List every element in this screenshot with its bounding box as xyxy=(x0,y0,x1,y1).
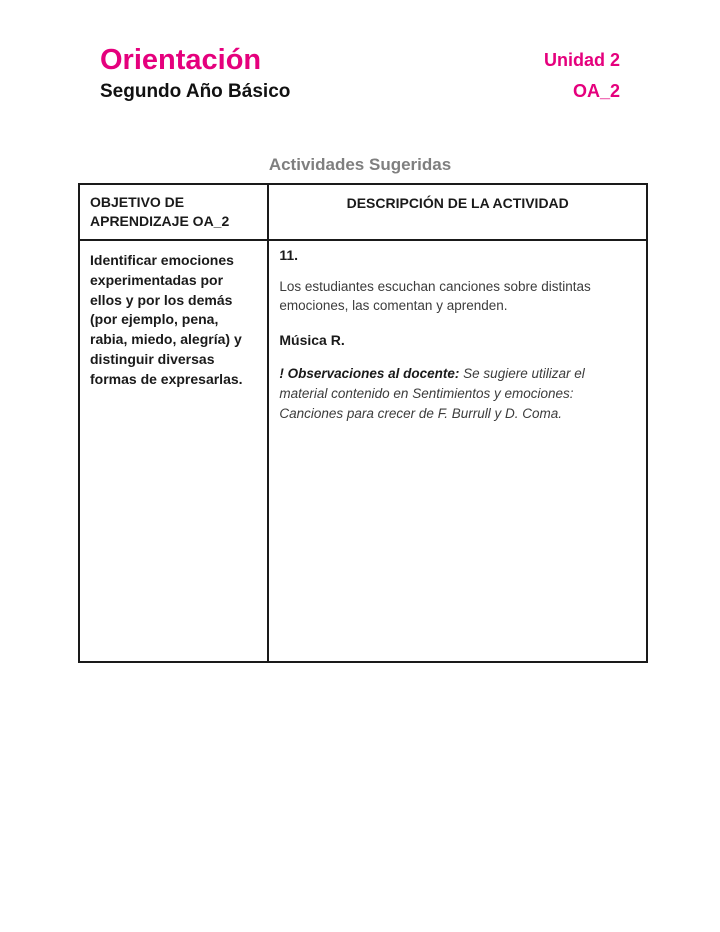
objective-text: Identificar emociones experimentadas por ellos y por los demás (por ejemplo, pena, rabia, miedo, alegría) y distinguir diversas formas de expresarlas. xyxy=(90,251,243,388)
description-column-header: DESCRIPCIÓN DE LA ACTIVIDAD xyxy=(268,184,647,240)
activities-table xyxy=(78,183,648,663)
observation-label: ! Observaciones al docente: xyxy=(279,365,460,381)
description-cell xyxy=(268,240,647,662)
header-right xyxy=(544,44,620,102)
page-title: Actividades Sugeridas xyxy=(268,155,452,175)
document-title: Orientación xyxy=(100,44,262,76)
observation-text: Se sugiere utilizar el material contenido en Sentimientos y emociones: Canciones para crecer de F. Burrull y D. Coma. xyxy=(279,365,585,422)
oa-code-label: OA_2 xyxy=(572,80,620,101)
music-subject-label: Música R. xyxy=(279,331,345,348)
objective-cell xyxy=(79,240,268,662)
document-subtitle: Segundo Año Básico xyxy=(100,81,291,103)
activity-number: 11. xyxy=(279,246,299,263)
table-header-row xyxy=(79,184,647,240)
table-body-row xyxy=(79,240,647,662)
unit-label: Unidad 2 xyxy=(543,50,620,70)
header-left xyxy=(100,44,290,103)
document-header xyxy=(0,0,720,103)
objective-column-header: OBJETIVO DE APRENDIZAJE OA_2 xyxy=(79,184,268,240)
activity-text: Los estudiantes escuchan canciones sobre distintas emociones, las comentan y aprenden. xyxy=(279,278,591,314)
observation-paragraph xyxy=(279,364,636,425)
